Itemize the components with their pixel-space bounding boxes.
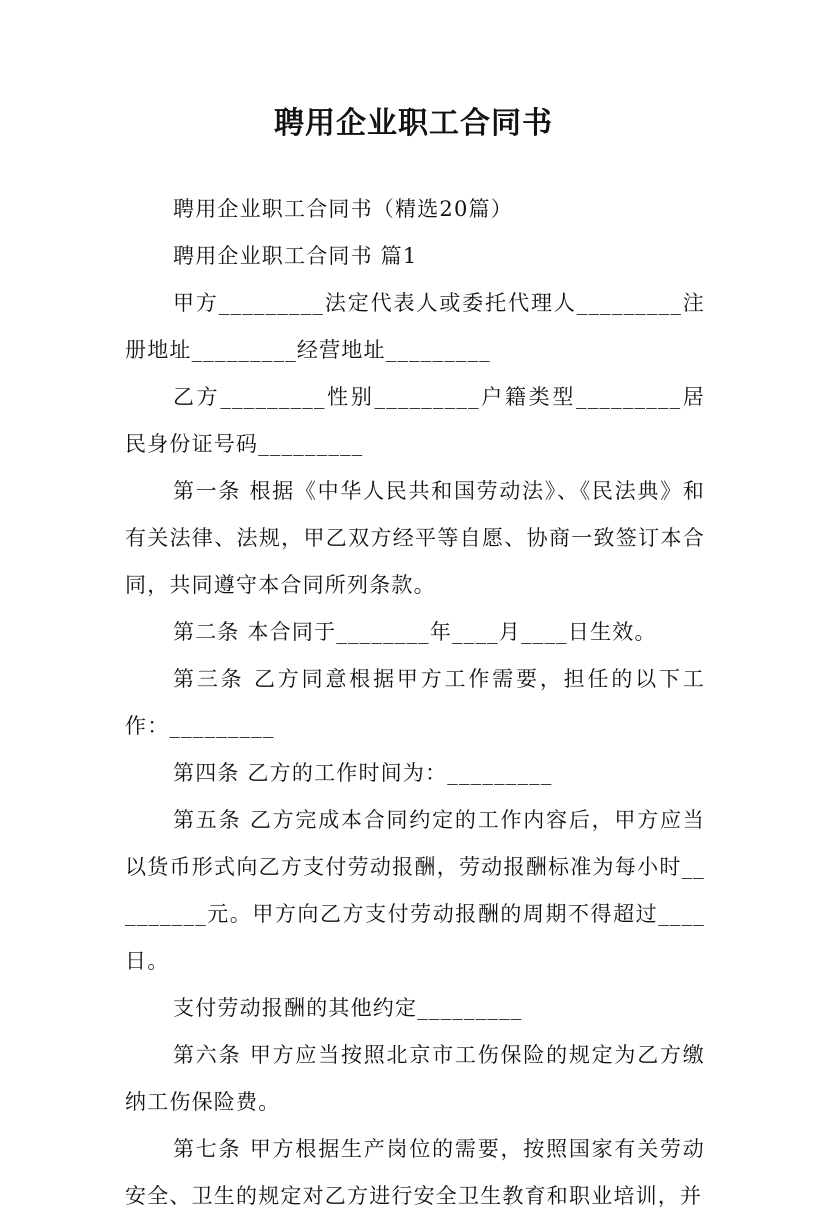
paragraph-article-7: 第七条 甲方根据生产岗位的需要，按照国家有关劳动安全、卫生的规定对乙方进行安全卫生教育和职业培训，并 [125, 1137, 705, 1208]
paragraph-article-2: 第二条 本合同于________年____月____日生效。 [173, 620, 657, 644]
paragraph-article-5: 第五条 乙方完成本合同约定的工作内容后，甲方应当以货币形式向乙方支付劳动报酬，劳动报酬标准为每小时_________元。甲方向乙方支付劳动报酬的周期不得超过____日。 [125, 808, 705, 973]
paragraph-party-a: 甲方_________法定代表人或委托代理人_________注册地址_________经营地址_________ [125, 291, 705, 362]
paragraph-subtitle: 聘用企业职工合同书（精选20篇） [173, 197, 513, 221]
paragraph-other-agreement: 支付劳动报酬的其他约定_________ [173, 996, 523, 1020]
paragraph-party-b: 乙方_________性别_________户籍类型_________居民身份证号码_________ [125, 385, 705, 456]
paragraph-article-1: 第一条 根据《中华人民共和国劳动法》、《民法典》和有关法律、法规，甲乙双方经平等自愿、协商一致签订本合同，共同遵守本合同所列条款。 [125, 479, 705, 597]
paragraph-article-4: 第四条 乙方的工作时间为：_________ [173, 761, 553, 785]
document-body [125, 186, 705, 1220]
paragraph-section-heading: 聘用企业职工合同书 篇1 [173, 244, 418, 268]
paragraph-article-3: 第三条 乙方同意根据甲方工作需要，担任的以下工作：_________ [125, 667, 705, 738]
paragraph-article-6: 第六条 甲方应当按照北京市工伤保险的规定为乙方缴纳工伤保险费。 [125, 1043, 705, 1114]
document-title: 聘用企业职工合同书 [274, 106, 553, 141]
